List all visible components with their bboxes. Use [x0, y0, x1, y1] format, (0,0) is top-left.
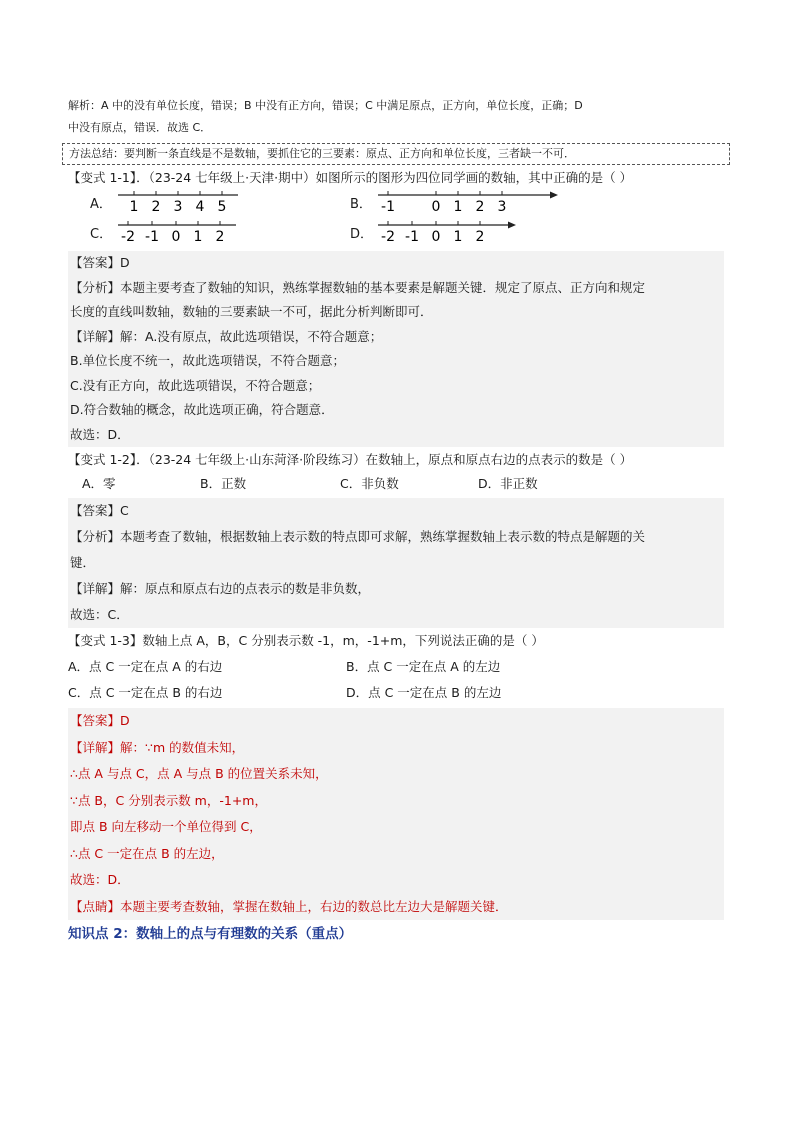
- number-line-b: [376, 189, 561, 215]
- q2-answer: 【答案】C: [70, 503, 129, 518]
- tick-label: 2: [475, 199, 485, 215]
- tick-label: 1: [453, 229, 463, 245]
- number-line-c: [116, 219, 256, 245]
- q1-option-a: [90, 189, 350, 215]
- q3-detail-3: ∵点 B，C 分别表示数 m，-1+m，: [70, 792, 267, 808]
- tick-label: 3: [497, 199, 507, 215]
- analysis-line-1: 解析：A 中的没有单位长度，错误；B 中没有正方向，错误；C 中满足原点，正方向，单位长度，正确；D: [68, 99, 583, 112]
- q2-options: [82, 473, 724, 495]
- option-b-label: B．: [350, 197, 372, 212]
- q1-detail-4: D.符合数轴的概念，故此选项正确，符合题意．: [70, 402, 334, 417]
- q1-options-row-1: [90, 189, 724, 215]
- tick-label: 1: [193, 229, 203, 245]
- q2-analysis-2: 键．: [70, 555, 96, 570]
- q2-option-a: A．零: [82, 476, 116, 491]
- number-line-d: [376, 219, 526, 245]
- tick-label: 0: [431, 199, 441, 215]
- document-body: [68, 95, 724, 946]
- tick-label: 1: [129, 199, 139, 215]
- option-d-label: D．: [350, 227, 374, 242]
- tick-label: -1: [381, 199, 395, 215]
- option-a-label: A．: [90, 197, 112, 212]
- q3-options-row-2: [68, 680, 724, 706]
- q3-detail-2: ∴点 A 与点 C，点 A 与点 B 的位置关系未知，: [70, 766, 328, 781]
- q1-stem: 【变式 1-1】．（23-24 七年级上·天津·期中）如图所示的图形为四位同学画的数轴，其中正确的是（ ）: [68, 170, 633, 185]
- tick-label: -2: [121, 229, 135, 245]
- q3-option-c: C．点 C 一定在点 B 的右边: [68, 685, 223, 700]
- q3-option-a: A．点 C 一定在点 A 的右边: [68, 659, 223, 674]
- q3-answer: 【答案】D: [70, 713, 130, 728]
- q1-detail-3: C.没有正方向，故此选项错误，不符合题意；: [70, 377, 321, 393]
- q2-choose: 故选：C．: [70, 607, 129, 622]
- method-summary-box: 方法总结：要判断一条直线是不是数轴，要抓住它的三要素：原点、正方向和单位长度，三者缺一不可．: [62, 143, 730, 165]
- q1-option-d: [350, 219, 526, 249]
- q3-option-d: D．点 C 一定在点 B 的左边: [346, 685, 502, 700]
- analysis-line-2: 中没有原点，错误．故选 C．: [68, 121, 212, 134]
- q1-analysis-2: 长度的直线叫数轴，数轴的三要素缺一不可，据此分析判断即可．: [70, 304, 433, 319]
- section-heading-knowledge-point-2: 知识点 2：数轴上的点与有理数的关系（重点）: [68, 926, 353, 942]
- q2-option-b: B．正数: [200, 476, 247, 491]
- tick-label: 2: [151, 199, 161, 215]
- q1-option-c: [90, 219, 350, 249]
- q1-detail-2: B.单位长度不统一，故此选项错误，不符合题意；: [70, 353, 346, 368]
- q3-option-b: B．点 C 一定在点 A 的左边: [346, 659, 501, 674]
- q3-stem: 【变式 1-3】数轴上点 A，B，C 分别表示数 -1，m，-1+m，下列说法正确的是（ ）: [68, 633, 544, 648]
- number-line-a: [116, 189, 246, 215]
- q2-solution: [68, 498, 724, 628]
- tick-label: 3: [173, 199, 183, 215]
- q2-stem: 【变式 1-2】．（23-24 七年级上·山东菏泽·阶段练习）在数轴上，原点和原点右边的点表示的数是（ ）: [68, 452, 633, 467]
- q1-answer: 【答案】D: [70, 255, 130, 270]
- q1-options-row-2: [90, 219, 724, 249]
- q3-options-row-1: [68, 654, 724, 680]
- tick-label: 5: [217, 199, 227, 215]
- tick-label: 2: [475, 229, 485, 245]
- q3-detail-1: 【详解】解：∵m 的数值未知，: [70, 739, 245, 755]
- q2-analysis-1: 【分析】本题考查了数轴，根据数轴上表示数的特点即可求解，熟练掌握数轴上表示数的特点是解题的关: [70, 529, 646, 544]
- q1-solution: [68, 251, 724, 447]
- q3-choose: 故选：D．: [70, 872, 130, 887]
- q1-option-b: [350, 189, 561, 215]
- q3-detail-4: 即点 B 向左移动一个单位得到 C，: [70, 819, 262, 834]
- tick-label: 2: [215, 229, 225, 245]
- q3-solution: [68, 708, 724, 920]
- tick-label: -1: [145, 229, 159, 245]
- q1-analysis-1: 【分析】本题主要考查了数轴的知识，熟练掌握数轴的基本要素是解题关键．规定了原点、正方向和规定: [70, 279, 646, 295]
- tick-label: 1: [453, 199, 463, 215]
- option-c-label: C．: [90, 227, 113, 242]
- q1-choose: 故选：D．: [70, 426, 130, 442]
- q1-detail-1: 【详解】解：A.没有原点，故此选项错误，不符合题意；: [70, 328, 383, 344]
- tick-label: 0: [431, 229, 441, 245]
- q3-comment: 【点睛】本题主要考查数轴，掌握在数轴上，右边的数总比左边大是解题关键．: [70, 898, 508, 914]
- q3-detail-5: ∴点 C 一定在点 B 的左边，: [70, 845, 224, 861]
- q2-detail-1: 【详解】解：原点和原点右边的点表示的数是非负数，: [70, 581, 371, 596]
- tick-label: -1: [405, 229, 419, 245]
- q2-option-d: D．非正数: [478, 476, 538, 491]
- tick-label: -2: [381, 229, 395, 245]
- tick-label: 0: [171, 229, 181, 245]
- q2-option-c: C．非负数: [340, 476, 399, 491]
- tick-label: 4: [195, 199, 205, 215]
